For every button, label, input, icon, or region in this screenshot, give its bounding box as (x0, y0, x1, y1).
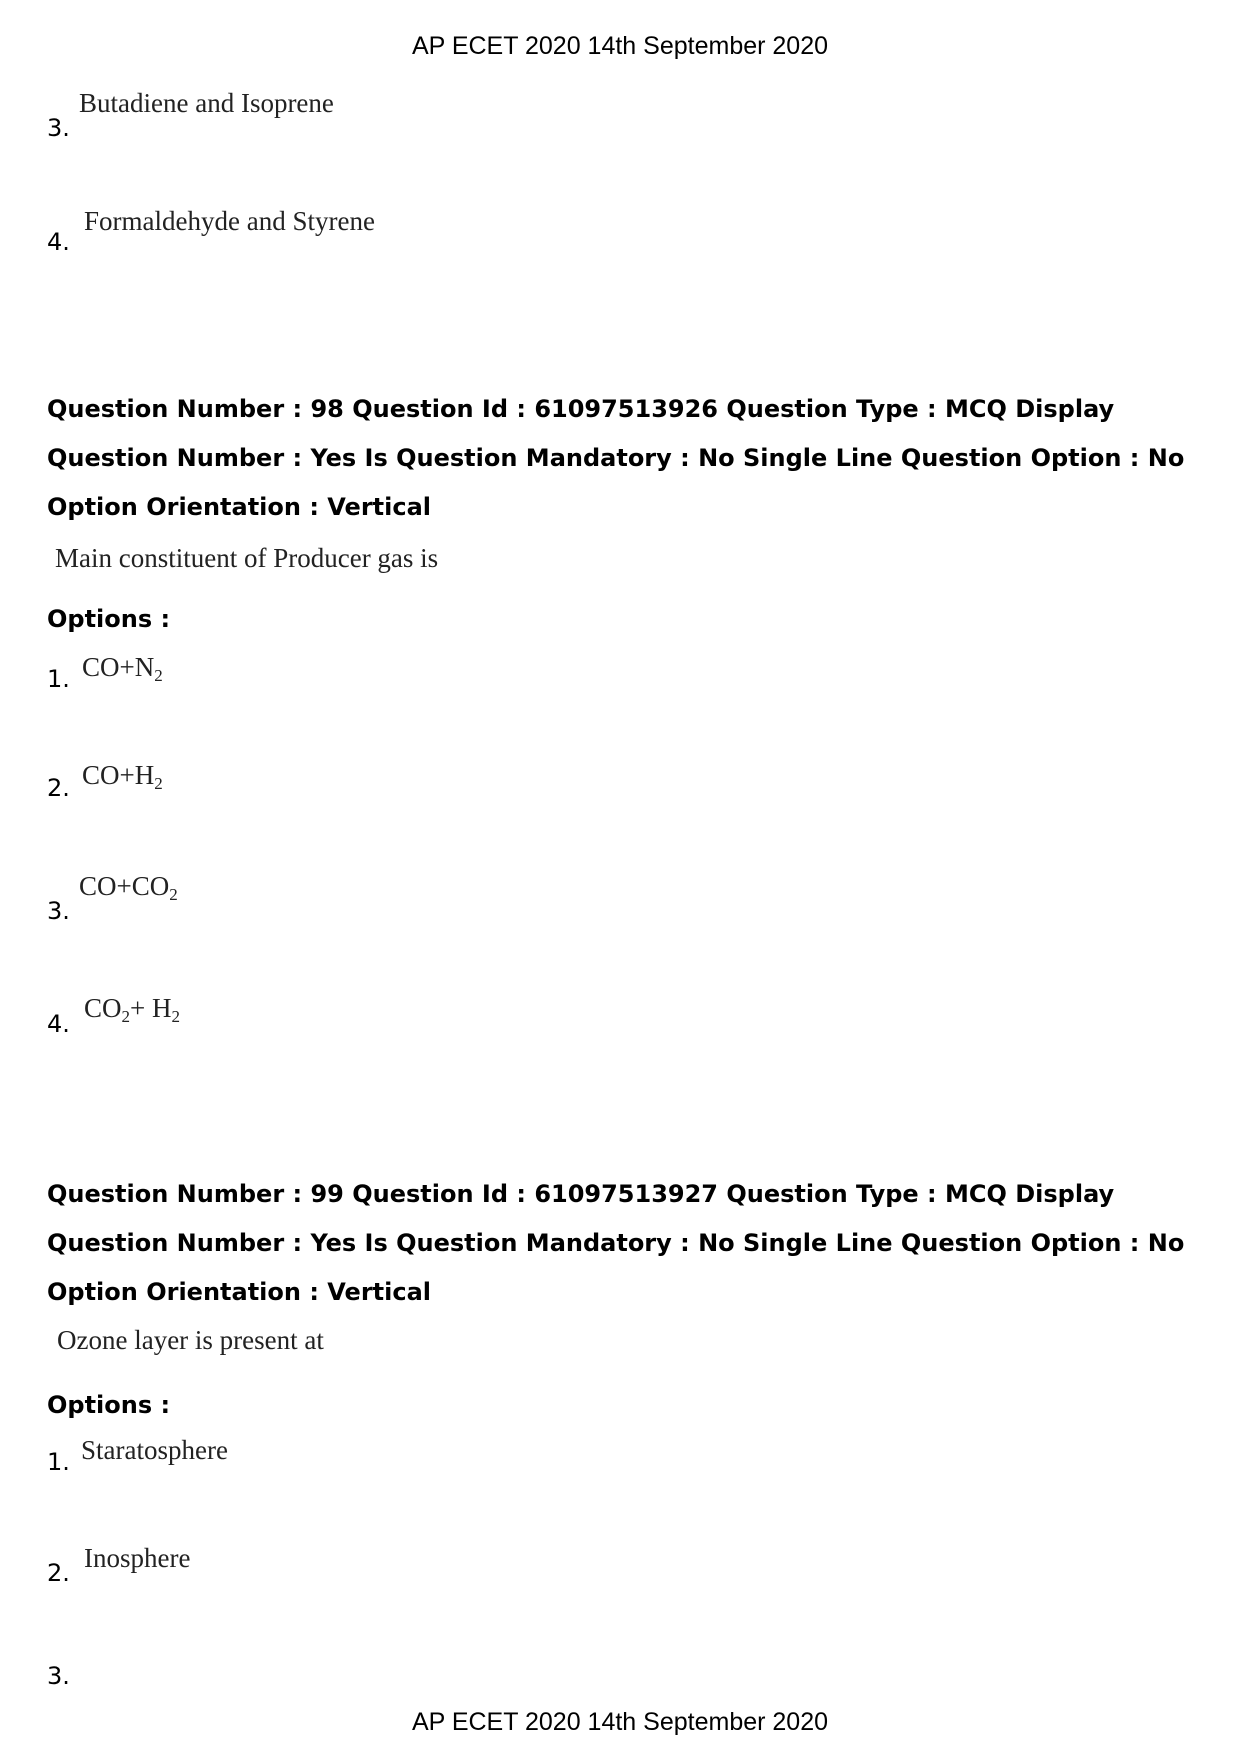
option-number: 3. (47, 1662, 70, 1690)
question-header: Question Number : 98 Question Id : 61097513926 Question Type : MCQ Display Question Number : Yes Is Question Mandatory : No Single Line Question Option : No Option Orientation : Vertical (47, 395, 1185, 521)
option-number: 4. (47, 228, 70, 256)
option-number: 2. (47, 1559, 70, 1587)
options-label: Options : (47, 1391, 171, 1419)
option-number: 1. (47, 1448, 70, 1476)
option-formula: $CO+CO_2$ (79, 871, 178, 904)
option-text: Staratosphere (81, 1435, 228, 1465)
option-text: Butadiene and Isoprene (79, 88, 334, 118)
option-number: 4. (47, 1010, 70, 1038)
page-footer: AP ECET 2020 14th September 2020 (411, 1708, 829, 1736)
question-text: Main constituent of Producer gas is (55, 543, 439, 573)
option-formula: $CO_2+ H_2$ (84, 993, 180, 1026)
option-number: 2. (47, 774, 70, 802)
option-formula: $CO+H_2$ (82, 760, 163, 793)
question-text: Ozone layer is present at (57, 1325, 324, 1355)
option-number: 1. (47, 665, 70, 693)
option-text: Formaldehyde and Styrene (84, 206, 375, 236)
option-formula: $CO+N_2$ (82, 652, 163, 685)
question-header: Question Number : 99 Question Id : 61097513927 Question Type : MCQ Display Question Number : Yes Is Question Mandatory : No Single Line Question Option : No Option Orientation : Vertical (47, 1180, 1185, 1306)
option-number: 3. (47, 114, 70, 142)
option-text: Inosphere (84, 1543, 191, 1573)
options-label: Options : (47, 605, 171, 633)
page-header: AP ECET 2020 14th September 2020 (411, 32, 829, 60)
option-number: 3. (47, 897, 70, 925)
